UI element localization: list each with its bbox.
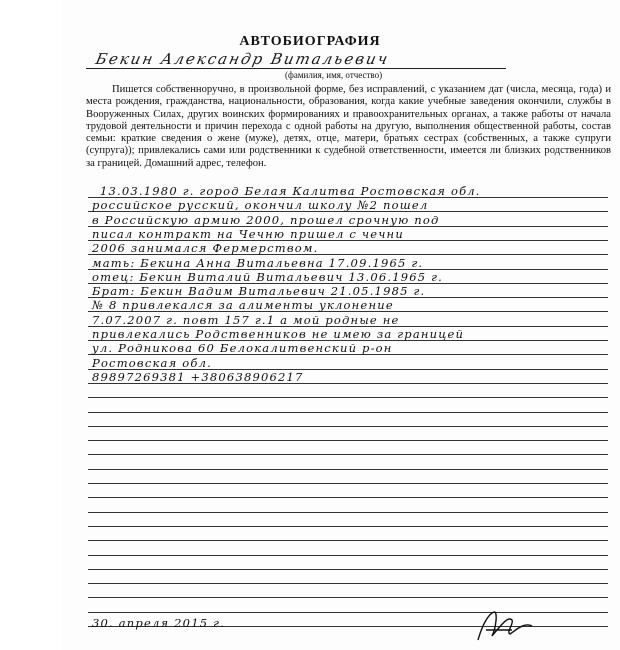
ruled-line	[88, 583, 608, 584]
ruled-line	[88, 454, 608, 455]
handwritten-name: Бекин Александр Витальевич	[94, 50, 392, 68]
ruled-line	[88, 540, 608, 541]
left-margin	[0, 0, 62, 650]
handwritten-line: отец: Бекин Виталий Витальевич 13.06.1965 г.	[92, 269, 444, 284]
handwritten-line: ул. Родникова 60 Белокалитвенский р-он	[92, 341, 393, 356]
handwritten-line: привлекались Родственников не имею за границей	[92, 327, 465, 341]
handwritten-line: 2006 занимался Фермерством.	[92, 241, 319, 256]
ruled-line	[88, 426, 608, 427]
ruled-line	[88, 497, 608, 498]
name-caption: (фамилия, имя, отчество)	[285, 70, 383, 80]
handwritten-line: писал контракт на Чечню пришел с чечни	[92, 226, 404, 241]
handwritten-line: 13.03.1980 г. город Белая Калитва Ростовская обл.	[100, 184, 481, 198]
handwritten-date: 30. апреля 2015 г.	[92, 616, 225, 630]
ruled-line	[88, 526, 608, 527]
handwritten-line: № 8 привлекался за алименты уклонение	[92, 298, 394, 313]
ruled-line	[88, 512, 608, 513]
ruled-line	[88, 469, 608, 470]
handwritten-line: российское русский, окончил школу №2 пошел	[92, 198, 429, 213]
handwritten-line: мать: Бекина Анна Витальевна 17.09.1965 г.	[92, 255, 424, 270]
name-underline	[86, 68, 506, 69]
ruled-line	[88, 440, 608, 441]
ruled-line	[88, 569, 608, 570]
handwritten-line: Брат: Бекин Вадим Витальевич 21.05.1985 г.	[92, 284, 426, 299]
ruled-line	[88, 555, 608, 556]
signature-icon	[472, 606, 542, 644]
ruled-line	[88, 483, 608, 484]
page-title: АВТОБИОГРАФИЯ	[239, 34, 381, 49]
ruled-line	[88, 597, 608, 598]
handwritten-line: 89897269381 +380638906217	[92, 369, 304, 384]
handwritten-line: в Российскую армию 2000, прошел срочную под	[92, 212, 440, 227]
handwritten-line: 7.07.2007 г. повт 157 г.1 а мой родные не	[92, 312, 400, 327]
handwritten-line: Ростовская обл.	[92, 355, 212, 370]
ruled-line	[88, 397, 608, 398]
ruled-line	[88, 412, 608, 413]
instructions-text: Пишется собственноручно, в произвольной форме, без исправлений, с указанием дат (числа, месяца, года) и места рождения, гражданства, национальности, образования, когда какие учебные заведения окончили, службы в Вооруженных Силах, других воинских формированиях и правоохранительных органах, а также работы от начала трудовой деятельности и причин перехода с одной работы на другую, выполнения общественной работы, состав семьи: краткие сведения о жене (муже), детях, отце, матери, братьях сестрах (собственных, а также супруги (супруга)); привлекались сами или родственники к судебной ответственности, имеется ли близких родственников за границей. Домашний адрес, телефон.	[86, 84, 611, 169]
